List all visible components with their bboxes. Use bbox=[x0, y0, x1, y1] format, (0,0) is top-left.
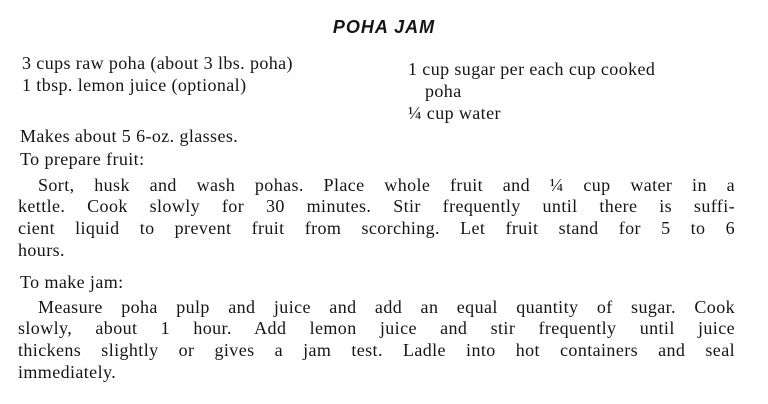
paragraph-line: thickens slightly or gives a jam test. Ladle into hot containers and seal bbox=[18, 340, 735, 360]
section-heading: To make jam: bbox=[20, 272, 124, 292]
paragraph-line: cient liquid to prevent fruit from scorching. Let fruit stand for 5 to 6 bbox=[18, 218, 735, 238]
yield-text: Makes about 5 6-oz. glasses. bbox=[20, 126, 239, 146]
paragraph-line: Measure poha pulp and juice and add an equal quantity of sugar. Cook bbox=[38, 297, 735, 317]
paragraph-line: hours. bbox=[18, 240, 65, 260]
ingredient: 1 tbsp. lemon juice (optional) bbox=[22, 75, 247, 95]
paragraph-line: kettle. Cook slowly for 30 minutes. Stir frequently until there is suffi- bbox=[18, 196, 735, 216]
ingredient: 1 cup sugar per each cup cooked bbox=[408, 59, 656, 79]
paragraph-line: slowly, about 1 hour. Add lemon juice and stir frequently until juice bbox=[18, 318, 735, 338]
paragraph-line: immediately. bbox=[18, 362, 117, 382]
recipe-title: POHA JAM bbox=[332, 17, 436, 37]
ingredient: ¼ cup water bbox=[408, 103, 501, 123]
section-heading: To prepare fruit: bbox=[20, 149, 145, 169]
paragraph-line: Sort, husk and wash pohas. Place whole fruit and ¼ cup water in a bbox=[38, 175, 735, 195]
ingredient-continued: poha bbox=[425, 81, 462, 101]
ingredient: 3 cups raw poha (about 3 lbs. poha) bbox=[22, 53, 293, 73]
